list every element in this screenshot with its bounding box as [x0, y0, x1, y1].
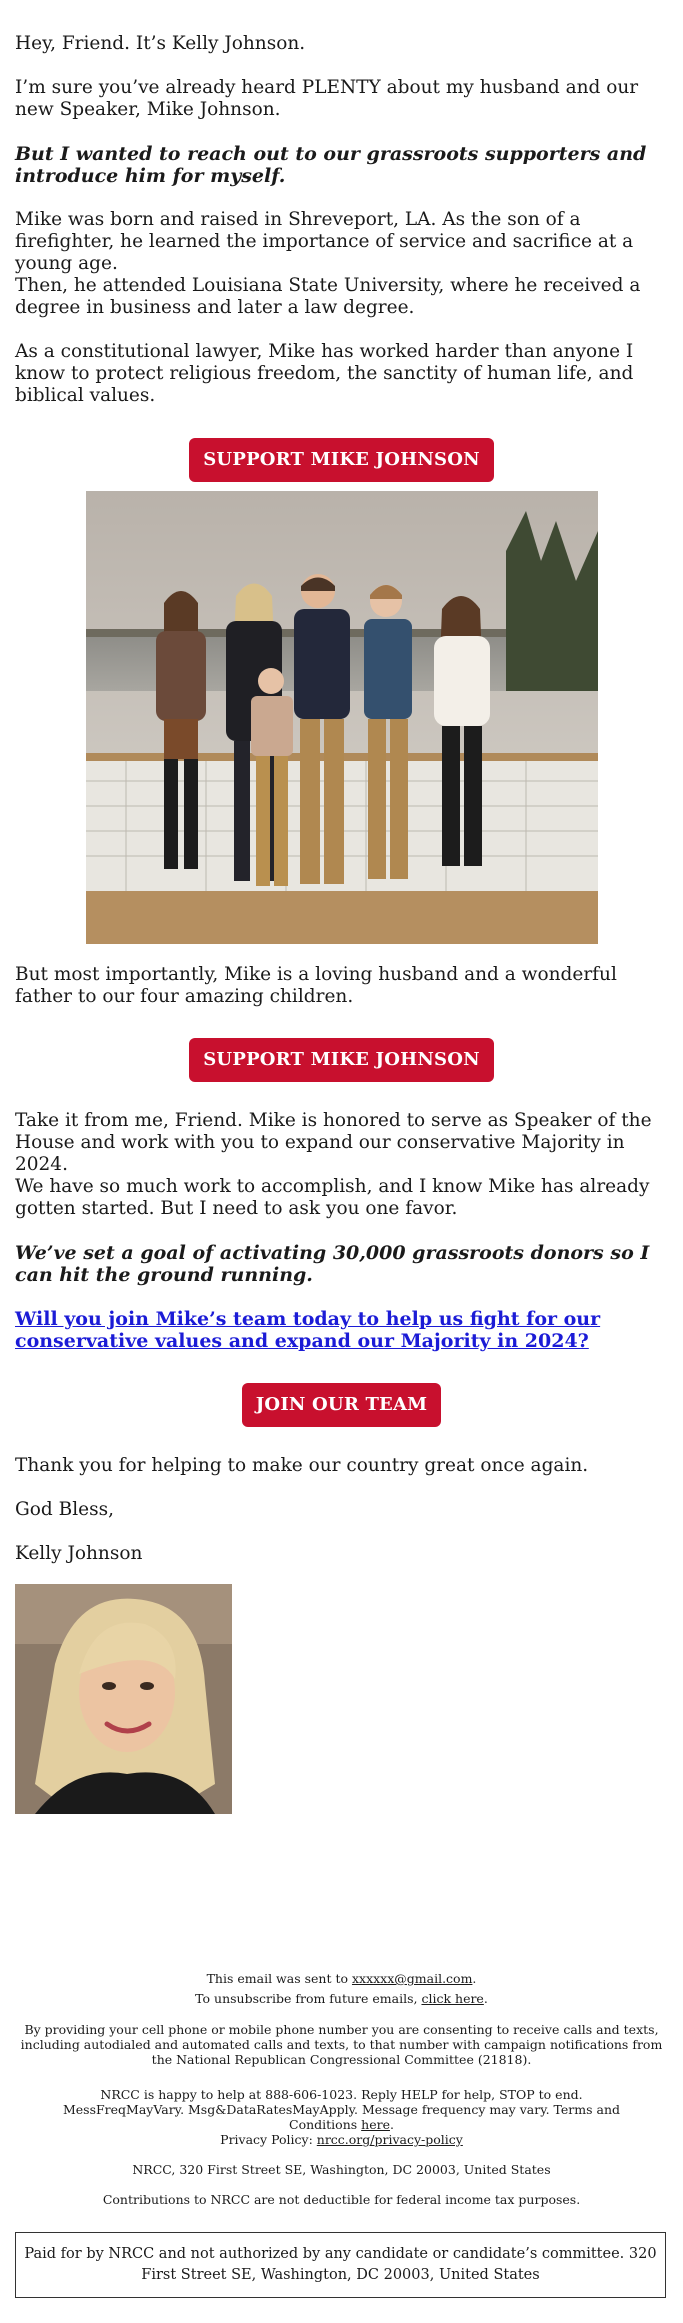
unsubscribe-link[interactable]: click here	[421, 1991, 484, 2006]
paragraph-education: Then, he attended Louisiana State University, where he received a degree in business and later a law degree.	[15, 275, 641, 318]
family-photo	[86, 491, 598, 944]
paragraph-born: Mike was born and raised in Shreveport, LA. As the son of a firefighter, he learned the importance of service and sacrifice at a young age.	[15, 209, 634, 274]
sent-suffix: .	[472, 1971, 477, 1986]
privacy-prefix: Privacy Policy:	[220, 2132, 317, 2147]
closing: God Bless,	[15, 1499, 114, 1520]
footer-help	[60, 2087, 623, 2132]
footer-tax-notice: Contributions to NRCC are not deductible for federal income tax purposes.	[102, 2192, 581, 2207]
paragraph-father: But most importantly, Mike is a loving husband and a wonderful father to our four amazing children.	[15, 964, 617, 1007]
footer-consent: By providing your cell phone or mobile phone number you are consenting to receive calls and texts, including autodialed and automated calls and texts, to that number with campaign notifications from the National Republican Congressional Committee (21818).	[20, 2022, 663, 2067]
footer-sent	[0, 1971, 683, 1986]
help-text: NRCC is happy to help at 888-606-1023. Reply HELP for help, STOP to end. MessFreqMayVary. Msg&DataRatesMayApply. Message frequency may vary. Terms and Conditions	[62, 2087, 621, 2132]
footer-unsubscribe	[0, 1991, 683, 2006]
paragraph-goal: We’ve set a goal of activating 30,000 grassroots donors so I can hit the ground running.	[15, 1242, 650, 1286]
terms-suffix: .	[389, 2117, 394, 2132]
paragraph-favor: We have so much work to accomplish, and I know Mike has already gotten started. But I need to ask you one favor.	[15, 1176, 650, 1219]
cta-paragraph	[15, 1308, 670, 1352]
paragraph-emphasis: But I wanted to reach out to our grassroots supporters and introduce him for myself.	[15, 143, 647, 187]
support-button-1[interactable]: SUPPORT MIKE JOHNSON	[189, 438, 494, 482]
email-address-link[interactable]: xxxxxx@gmail.com	[351, 1971, 473, 1986]
join-team-button[interactable]: JOIN OUR TEAM	[242, 1383, 441, 1427]
terms-link[interactable]: here	[361, 2117, 390, 2132]
paragraph-speaker: Take it from me, Friend. Mike is honored to serve as Speaker of the House and work with you to expand our conservative Majority in 2024.	[15, 1110, 652, 1175]
footer-privacy	[0, 2132, 683, 2147]
paragraph-intro: I’m sure you’ve already heard PLENTY about my husband and our new Speaker, Mike Johnson.	[15, 77, 639, 120]
sent-prefix: This email was sent to	[206, 1971, 352, 1986]
paragraph-thanks: Thank you for helping to make our country great once again.	[15, 1455, 589, 1476]
privacy-policy-link[interactable]: nrcc.org/privacy-policy	[316, 2132, 463, 2147]
unsub-suffix: .	[483, 1991, 488, 2006]
support-button-2[interactable]: SUPPORT MIKE JOHNSON	[189, 1038, 494, 1082]
join-team-link[interactable]: Will you join Mike’s team today to help us fight for our conservative values and expand our Majority in 2024?	[15, 1308, 601, 1352]
unsub-prefix: To unsubscribe from future emails,	[195, 1991, 422, 2006]
greeting: Hey, Friend. It’s Kelly Johnson.	[15, 33, 306, 54]
footer-address: NRCC, 320 First Street SE, Washington, DC 20003, United States	[132, 2162, 551, 2177]
paragraph-lawyer: As a constitutional lawyer, Mike has worked harder than anyone I know to protect religious freedom, the sanctity of human life, and biblical values.	[15, 341, 634, 406]
signature: Kelly Johnson	[15, 1543, 143, 1564]
paid-for-disclaimer: Paid for by NRCC and not authorized by any candidate or candidate’s committee. 320 First Street SE, Washington, DC 20003, United States	[15, 2232, 666, 2298]
kelly-headshot	[15, 1584, 232, 1814]
